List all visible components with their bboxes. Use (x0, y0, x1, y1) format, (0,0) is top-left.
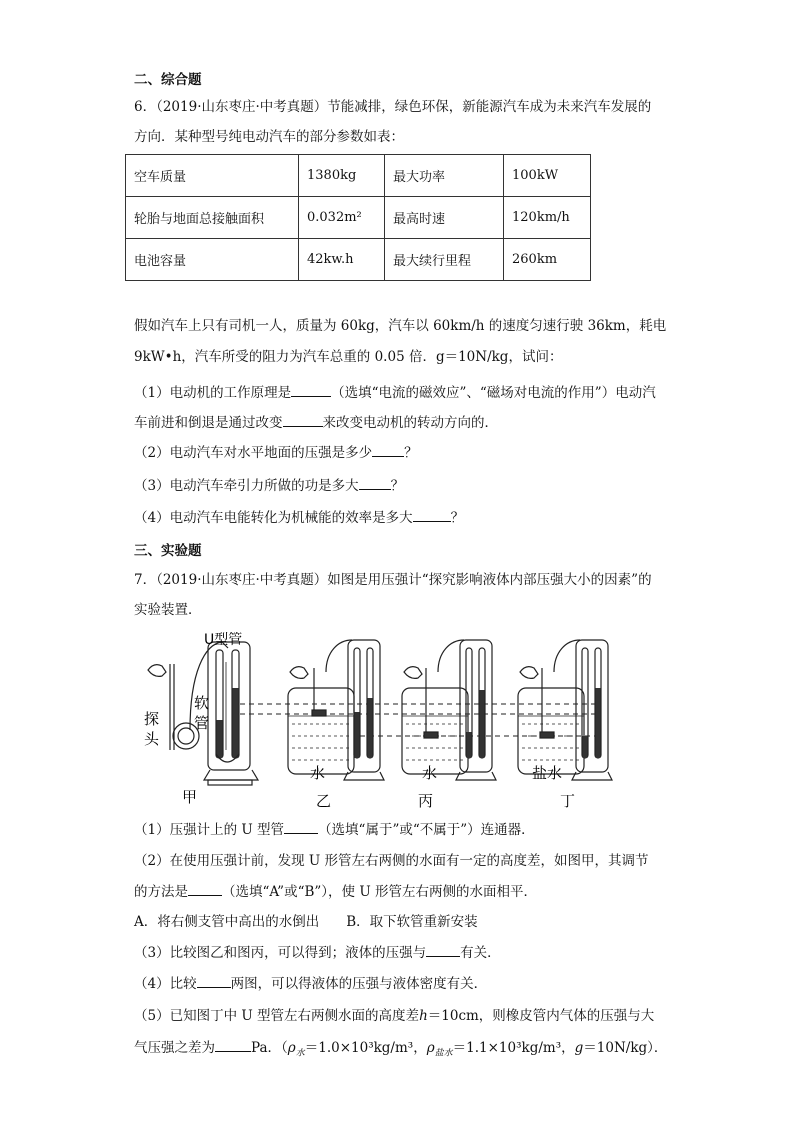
q7-part2-line1: （2）在使用压强计前，发现 U 形管左右两侧的水面有一定的高度差，如图甲，其调节 (134, 853, 649, 869)
q6-stem-line1: 6．（2019·山东枣庄·中考真题）节能减排，绿色环保，新能源汽车成为未来汽车发展的 (134, 99, 652, 115)
variable-h: h (419, 1008, 428, 1024)
text: （3）电动汽车牵引力所做的功是多大 (134, 478, 359, 494)
text: （选填“A”或“B”），使 U 形管左右两侧的水面相平． (222, 884, 538, 900)
q6-part1-line1 (134, 383, 656, 403)
table-cell: 120km/h (504, 197, 591, 239)
probe-label: 探 (144, 710, 160, 728)
text: （1）电动机的工作原理是 (134, 385, 292, 401)
table-cell: 最大续行里程 (385, 239, 504, 281)
text: 来改变电动机的转动方向的． (322, 415, 498, 431)
pressure-gauge-figure (130, 632, 620, 812)
hose-label: 管 (194, 714, 210, 732)
text: （2）电动汽车对水平地面的压强是多少 (134, 445, 373, 461)
q6-part1-line2 (134, 413, 498, 433)
liquid-label: 水 (310, 764, 326, 782)
text: （3）比较图乙和图丙，可以得到；液体的压强与 (134, 945, 427, 961)
text: 气压强之差为 (134, 1040, 215, 1056)
text: ？ (450, 510, 465, 526)
parameter-table (125, 154, 591, 281)
answer-blank[interactable] (413, 509, 451, 522)
text: ＝10N/kg）． (583, 1040, 668, 1056)
text: （选填“属于”或“不属于”）连通器． (318, 822, 535, 838)
liquid-label: 水 (422, 764, 438, 782)
text: ＝1.1×10³kg/m³， (452, 1040, 575, 1056)
table-row (126, 197, 591, 239)
text: 车前进和倒退是通过改变 (134, 415, 283, 431)
u-tube-label: U型管 (204, 632, 243, 648)
subscript-water: 水 (295, 1048, 305, 1059)
figure-label: 丙 (418, 792, 434, 810)
apparatus-yi (288, 640, 384, 780)
text: ＝10cm，则橡皮管内气体的压强与大 (427, 1008, 655, 1024)
answer-blank[interactable] (188, 883, 222, 896)
answer-blank[interactable] (197, 975, 231, 988)
q6-part3 (134, 476, 404, 496)
variable-rho: ρ (287, 1040, 296, 1056)
q7-options: A．将右侧支管中高出的水倒出 B．取下软管重新安装 (134, 914, 478, 930)
text: Pa．（ (251, 1040, 288, 1056)
answer-blank[interactable] (426, 944, 460, 957)
q6-part2 (134, 443, 418, 463)
table-row (126, 155, 591, 197)
variable-rho: ρ (426, 1040, 435, 1056)
table-cell: 空车质量 (126, 155, 299, 197)
q7-stem-line1: 7．（2019·山东枣庄·中考真题）如图是用压强计“探究影响液体内部压强大小的因素”的 (134, 572, 652, 588)
liquid-label: 盐水 (532, 764, 563, 782)
q7-part5-line1 (134, 1006, 654, 1026)
q7-part4 (134, 974, 487, 994)
q6-part4 (134, 508, 464, 528)
table-cell: 42kw.h (299, 239, 385, 281)
answer-blank[interactable] (359, 477, 391, 490)
q7-stem-line2: 实验装置． (134, 602, 202, 618)
q6-paragraph-line1: 假如汽车上只有司机一人，质量为 60kg，汽车以 60km/h 的速度匀速行驶 36km，耗电 (134, 318, 667, 334)
answer-blank[interactable] (283, 414, 323, 427)
text: ？ (390, 478, 405, 494)
figure-label: 甲 (182, 788, 198, 806)
apparatus-bing (402, 640, 496, 780)
text: （4）比较 (134, 976, 197, 992)
text: 的方法是 (134, 884, 188, 900)
section-title-2: 二、综合题 (134, 72, 202, 88)
probe-label: 头 (144, 730, 160, 748)
answer-blank[interactable] (291, 384, 331, 397)
subscript-salt-water: 盐水 (434, 1048, 453, 1059)
table-cell: 最大功率 (385, 155, 504, 197)
text: ？ (404, 445, 418, 461)
table-cell: 1380kg (299, 155, 385, 197)
table-cell: 轮胎与地面总接触面积 (126, 197, 299, 239)
q6-paragraph-line2: 9kW•h，汽车所受的阻力为汽车总重的 0.05 倍．g＝10N/kg，试问： (134, 349, 563, 365)
section-title-3: 三、实验题 (134, 543, 202, 559)
text: 两图，可以得液体的压强与液体密度有关． (230, 976, 488, 992)
table-cell: 最高时速 (385, 197, 504, 239)
text: （1）压强计上的 U 型管 (134, 822, 285, 838)
q7-part1 (134, 820, 535, 840)
text: （4）电动汽车电能转化为机械能的效率是多大 (134, 510, 413, 526)
hose-label: 软 (194, 694, 210, 712)
answer-blank[interactable] (215, 1039, 251, 1052)
text: ＝1.0×10³kg/m³， (304, 1040, 427, 1056)
variable-g: g (574, 1040, 584, 1056)
q7-part3 (134, 943, 501, 963)
text: （选填“电流的磁效应”、“磁场对电流的作用”）电动汽 (331, 385, 656, 401)
answer-blank[interactable] (284, 821, 318, 834)
text: 有关． (460, 945, 501, 961)
apparatus-ding (518, 640, 612, 780)
figure-label: 乙 (316, 792, 332, 810)
table-row (126, 239, 591, 281)
figure-label: 丁 (560, 792, 576, 810)
table-cell: 260km (504, 239, 591, 281)
table-cell: 100kW (504, 155, 591, 197)
q7-part5-line2 (134, 1038, 667, 1064)
table-cell: 0.032m² (299, 197, 385, 239)
table-cell: 电池容量 (126, 239, 299, 281)
q6-stem-line2: 方向．某种型号纯电动汽车的部分参数如表： (134, 129, 404, 145)
text: （5）已知图丁中 U 型管左右两侧水面的高度差 (134, 1008, 420, 1024)
q7-part2-line2 (134, 882, 537, 902)
answer-blank[interactable] (372, 444, 404, 457)
